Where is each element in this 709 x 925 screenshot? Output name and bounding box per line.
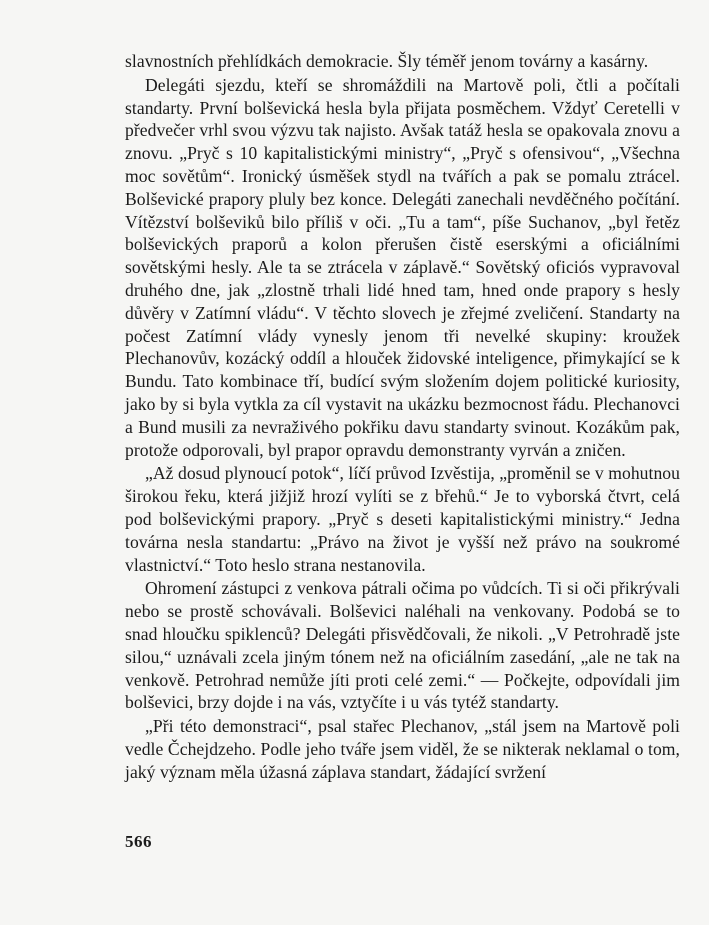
page-number: 566 [125,832,152,851]
paragraph: Delegáti sjezdu, kteří se shromáždili na Martově poli, čtli a počítali standarty. První bolševická hesla byla přijata posměchem. Vždyť Ceretelli v předvečer vrhl svou výzvu tak najisto. Avšak tatáž hesla se opakovala znovu a znovu. „Pryč s 10 kapitalistickými ministry“, „Pryč s ofensivou“, „Všechna moc sovětům“. Ironický úsměšek stydl na tvářích a pak se pomalu ztrácel. Bolševické prapory pluly bez konce. Delegáti zanechali nevděčného počítání. Vítězství bolševiků bilo příliš v oči. „Tu a tam“, píše Suchanov, „byl řetěz bolševických praporů a kolon přerušen čistě eserskými a oficiálními sovětskými hesly. Ale ta se ztrácela v záplavě.“ Sovětský oficiós vypravoval druhého dne, jak „zlostně trhali lidé hned tam, hned onde prapory s hesly důvěry v Zatímní vládu“. V těchto slovech je zřejmé zveličení. Standarty na počest Zatímní vlády vynesly jenom tři nevelké skupiny: kroužek Plechanovův, kozácký oddíl a hlouček židovské inteligence, přimykající se k Bundu. Tato kombinace tří, budící svým složením dojem politické kuriosity, jako by si byla vytkla za cíl vystavit na ukázku bezmocnost řádu. Plechanovci a Bund musili za nevraživého pokřiku davu standarty svinout. Kozákům pak, protože odporovali, byl prapor opravdu demonstranty vyrván a zničen. [125,74,680,460]
paragraph-continuation: slavnostních přehlídkách demokracie. Šly téměř jenom továrny a kasárny. [125,51,649,71]
page-text-block [125,50,680,784]
paragraph: „Až dosud plynoucí potok“, líčí průvod Izvěstija, „proměnil se v mohutnou širokou řeku, která jižjiž hrozí vylíti se z břehů.“ Je to vyborská čtvrt, celá pod bolševickými prapory. „Pryč s deseti kapitalistickými ministry.“ Jedna továrna nesla standartu: „Právo na život je vyšší než právo na soukromé vlastnictví.“ Toto heslo strana nestanovila. [125,463,680,575]
paragraph: Ohromení zástupci z venkova pátrali očima po vůdcích. Ti si oči přikrývali nebo se prostě schovávali. Bolševici naléhali na venkovany. Podobá se to snad hloučku spiklenců? Delegáti přisvědčovali, že nikoli. „V Petrohradě jste silou,“ uznávali zcela jiným tónem než na oficiálním zasedání, „ale ne tak na venkově. Petrohrad nemůže jíti proti celé zemi.“ — Počkejte, odpovídali jim bolševici, brzy dojde i na vás, vztyčíte i u vás tytéž standarty. [125,578,680,713]
paragraph: „Při této demonstraci“, psal stařec Plechanov, „stál jsem na Martově poli vedle Čchejdzeho. Podle jeho tváře jsem viděl, že se nikterak neklamal o tom, jaký význam měla úžasná záplava standart, žádající svržení [125,716,680,782]
